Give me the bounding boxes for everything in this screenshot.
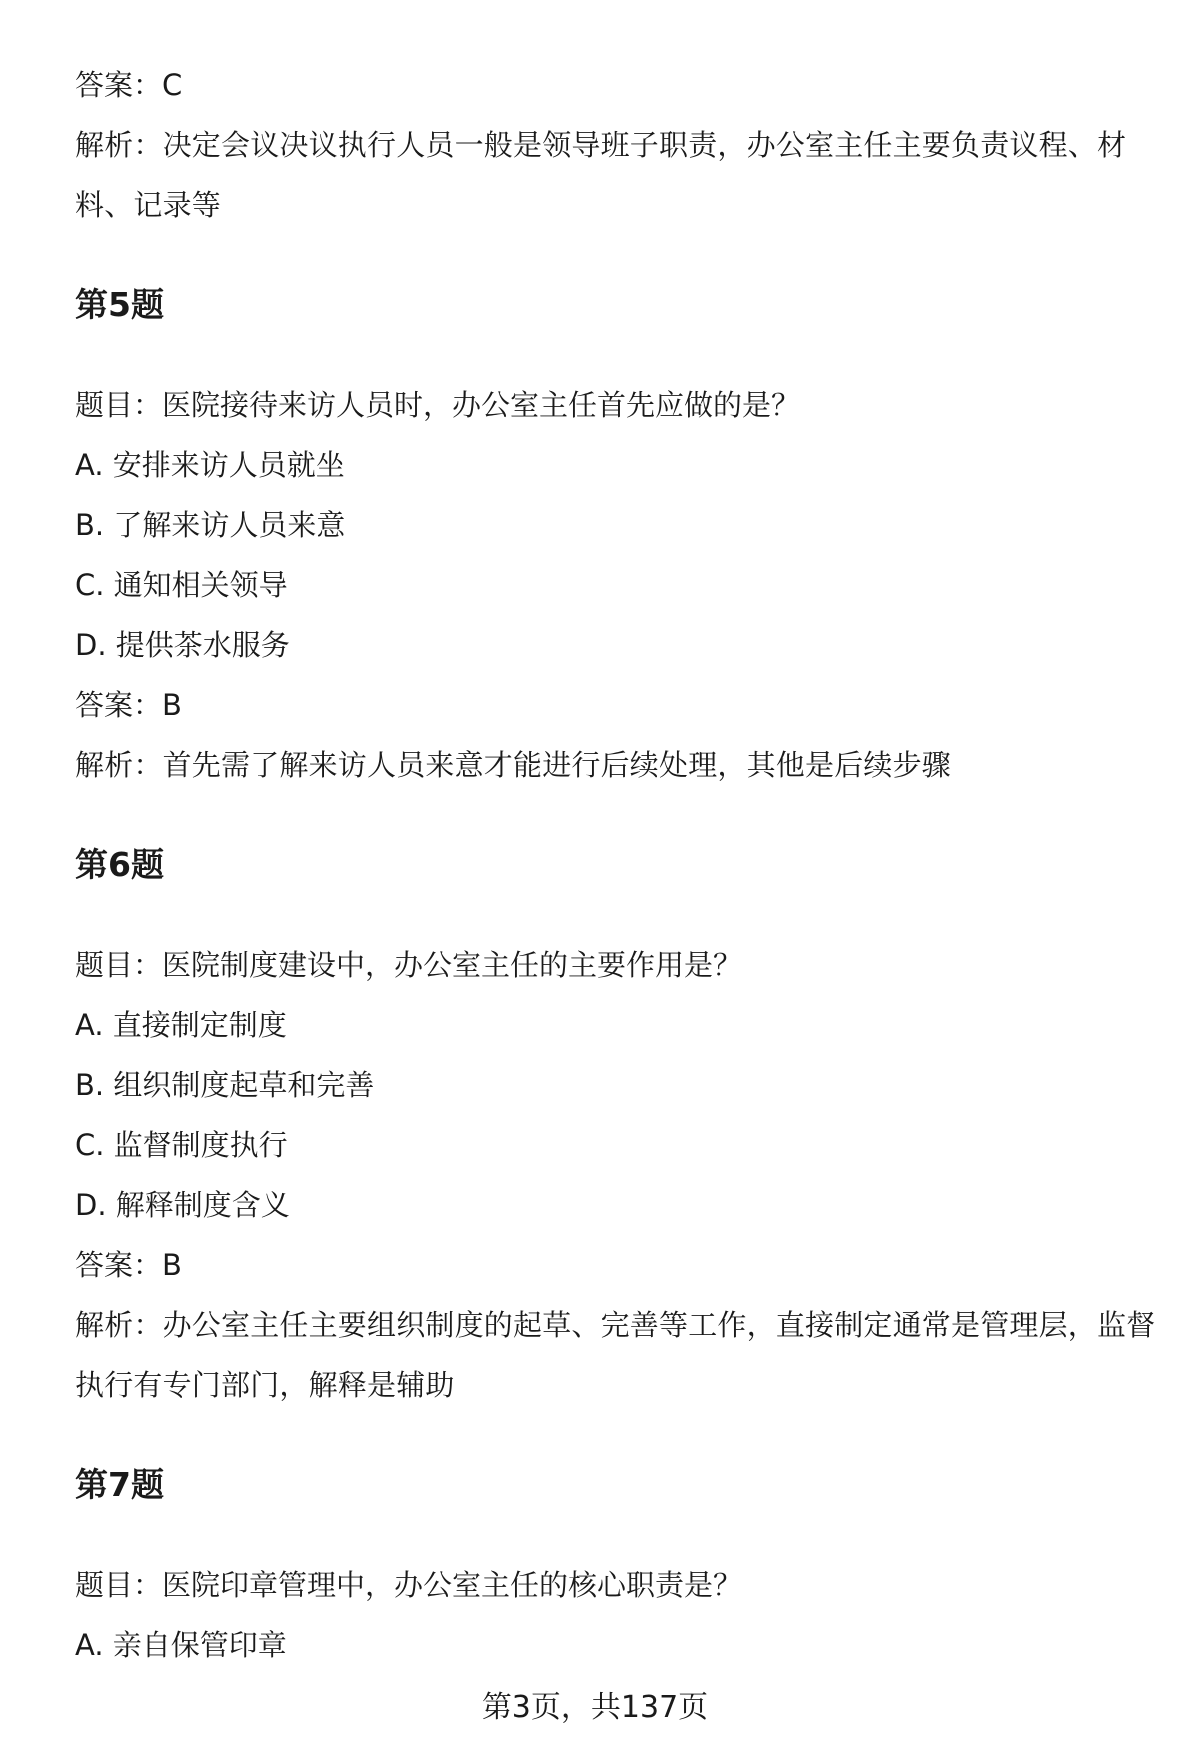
option-a: A. 亲自保管印章 (75, 1628, 287, 1662)
document-page (75, 55, 1165, 1675)
page-number-footer: 第3页，共137页 (481, 1690, 709, 1725)
option-c: C. 通知相关领导 (75, 568, 288, 602)
analysis-text: 解析：决定会议决议执行人员一般是领导班子职责，办公室主任主要负责议程、材料、记录等 (75, 128, 1127, 222)
answer-text: 答案：B (75, 1248, 182, 1282)
option-b: B. 了解来访人员来意 (75, 508, 346, 542)
option-a: A. 直接制定制度 (75, 1008, 287, 1042)
answer-text: 答案：C (75, 68, 183, 102)
question-5 (75, 275, 1165, 795)
question-stem: 题目：医院印章管理中，办公室主任的核心职责是？ (75, 1568, 743, 1602)
prev-question (75, 55, 1165, 235)
option-c: C. 监督制度执行 (75, 1128, 288, 1162)
option-d: D. 解释制度含义 (75, 1188, 290, 1222)
question-heading: 第7题 (75, 1465, 164, 1504)
question-heading: 第6题 (75, 845, 164, 884)
option-b: B. 组织制度起草和完善 (75, 1068, 375, 1102)
question-heading: 第5题 (75, 285, 164, 324)
question-stem: 题目：医院接待来访人员时，办公室主任首先应做的是？ (75, 388, 801, 422)
question-stem: 题目：医院制度建设中，办公室主任的主要作用是？ (75, 948, 743, 982)
answer-text: 答案：B (75, 688, 182, 722)
question-7 (75, 1455, 1165, 1675)
option-a: A. 安排来访人员就坐 (75, 448, 345, 482)
analysis-text: 解析：首先需了解来访人员来意才能进行后续处理，其他是后续步骤 (75, 748, 952, 782)
option-d: D. 提供茶水服务 (75, 628, 290, 662)
question-6 (75, 835, 1165, 1415)
analysis-text: 解析：办公室主任主要组织制度的起草、完善等工作，直接制定通常是管理层，监督执行有专门部门，解释是辅助 (75, 1308, 1156, 1402)
